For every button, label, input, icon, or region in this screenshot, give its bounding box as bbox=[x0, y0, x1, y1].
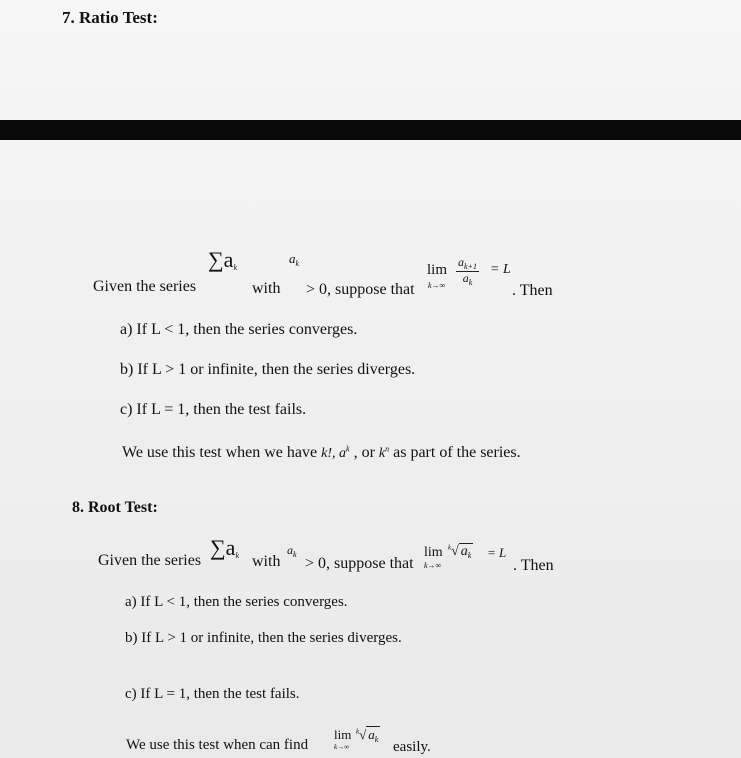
ratio-item-a: a) If L < 1, then the series converges. bbox=[120, 321, 358, 338]
root-given-prefix: Given the series bbox=[98, 552, 202, 569]
root-limit-word: lim bbox=[424, 545, 443, 560]
ratio-limit-word: lim bbox=[427, 262, 448, 278]
root-equals-L: = L bbox=[487, 545, 507, 560]
root-gt-zero-clause: > 0, suppose that bbox=[305, 555, 414, 572]
ratio-sum-symbol: $\sum a_k$ bbox=[208, 247, 238, 272]
section-8-heading: 8. Root Test: bbox=[72, 499, 158, 516]
root-usage-radical: $^k$√ $a_k$ bbox=[356, 727, 379, 744]
ratio-fraction: $\frac{a_{k+1}}{a_k}$ bbox=[458, 255, 477, 287]
root-usage-suffix: easily. bbox=[393, 739, 431, 755]
ratio-item-c: c) If L = 1, then the test fails. bbox=[120, 401, 307, 418]
root-sum-symbol: $\sum a_k$ bbox=[210, 535, 240, 560]
root-usage-limit-subscript: k→∞ bbox=[334, 743, 350, 751]
root-item-a: a) If L < 1, then the series converges. bbox=[125, 594, 348, 610]
root-term-ak: $a_k$ bbox=[287, 543, 297, 559]
ratio-usage-line: We use this test when we have k!, $a^k$ , or $k^n$ as part of the series. bbox=[122, 444, 521, 461]
root-with-word: with bbox=[252, 553, 281, 570]
ratio-then-word: . Then bbox=[512, 282, 553, 299]
root-then-word: . Then bbox=[513, 557, 554, 574]
ratio-given-prefix: Given the series bbox=[93, 278, 197, 295]
ratio-term-ak: $a_k$ bbox=[289, 251, 300, 268]
black-divider-band bbox=[0, 120, 741, 140]
root-item-b: b) If L > 1 or infinite, then the series diverges. bbox=[125, 630, 402, 646]
ratio-gt-zero-clause: > 0, suppose that bbox=[306, 281, 415, 298]
ratio-equals-L: = L bbox=[490, 262, 511, 277]
root-usage-limit-word: lim bbox=[334, 727, 352, 742]
section-7-heading: 7. Ratio Test: bbox=[62, 8, 158, 27]
ratio-item-b: b) If L > 1 or infinite, then the series diverges. bbox=[120, 361, 416, 378]
root-radical-expression: $^k$√ $a_k$ bbox=[448, 543, 472, 560]
root-item-c: c) If L = 1, then the test fails. bbox=[125, 686, 300, 702]
ratio-limit-subscript: k→∞ bbox=[428, 281, 446, 290]
root-usage-prefix: We use this test when can find bbox=[126, 737, 309, 753]
root-limit-subscript: k→∞ bbox=[424, 561, 442, 570]
ratio-with-word: with bbox=[252, 280, 281, 297]
